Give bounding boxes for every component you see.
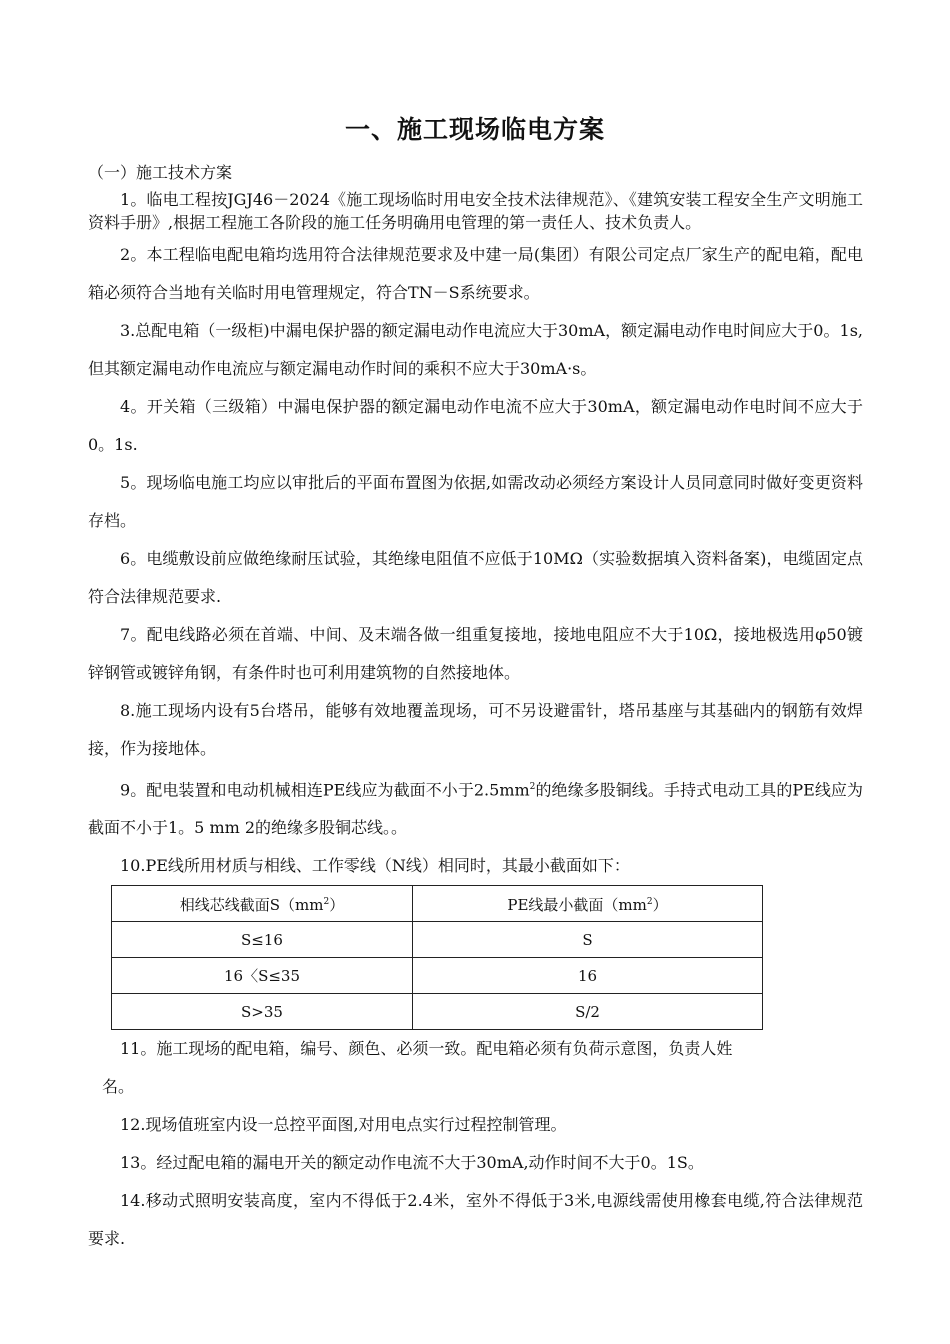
paragraph-5: 5。现场临电施工均应以审批后的平面布置图为依据,如需改动必须经方案设计人员同意同时做好变更资料存档。 [88, 473, 863, 530]
paragraph-8: 8.施工现场内设有5台塔吊，能够有效地覆盖现场，可不另设避雷针，塔吊基座与其基础内的钢筋有效焊接，作为接地体。 [88, 701, 863, 758]
table-cell: 16 [413, 958, 763, 994]
table-cell: S≤16 [112, 922, 413, 958]
table-header-cell: 相线芯线截面$S(mm^2)$ [112, 886, 413, 922]
superscript: 2 [529, 782, 536, 792]
paragraph-14: 14.移动式照明安装高度，室内不得低于2.4米，室外不得低于3米,电源线需使用橡套电缆,符合法律规范要求. [88, 1191, 863, 1249]
paragraph-2: 2。本工程临电配电箱均选用符合法律规范要求及中建一局(集团）有限公司定点厂家生产的配电箱，配电箱必须符合当地有关临时用电管理规定，符合TN－S系统要求。 [88, 245, 863, 302]
paragraph-6: 6。电缆敷设前应做绝缘耐压试验，其绝缘电阻值不应低于10MΩ（实验数据填入资料备案)，电缆固定点符合法律规范要求. [88, 549, 863, 606]
pe-section-table [111, 885, 763, 1030]
paragraph-9 [88, 768, 863, 847]
document-body [88, 188, 863, 1258]
table-header-cell: PE线最小截面$(mm^2)$ [413, 886, 763, 922]
paragraph-9-part-a: 9。配电装置和电动机械相连PE线应为截面不小于2.5mm [120, 780, 530, 800]
paragraph-12: 12.现场值班室内设一总控平面图,对用电点实行过程控制管理。 [120, 1115, 567, 1135]
page-title: 一、施工现场临电方案 [344, 115, 605, 144]
paragraph-1: 1。临电工程按JGJ46－2024《施工现场临时用电安全技术法律规范》、《建筑安装工程安全生产文明施工资料手册》,根据工程施工各阶段的施工任务明确用电管理的第一责任人、技术负责人。 [88, 190, 863, 232]
table-cell: S>35 [112, 994, 413, 1030]
table-cell: S [413, 922, 763, 958]
table-cell: 16〈S≤35 [112, 958, 413, 994]
table-row [112, 922, 763, 958]
paragraph-11: 11。施工现场的配电箱，编号、颜色、必须一致。配电箱必须有负荷示意图，负责人姓 名。 [102, 1039, 733, 1097]
paragraph-7: 7。配电线路必须在首端、中间、及末端各做一组重复接地，接地电阻应不大于10Ω，接地极选用φ50镀锌钢管或镀锌角钢，有条件时也可利用建筑物的自然接地体。 [88, 625, 863, 682]
paragraph-9-part-b: 的绝缘多股铜线。手持式电动工具的PE线应为截面不小于1。5 mm 2的绝缘多股铜芯线。。 [88, 780, 863, 838]
paragraph-4: 4。开关箱（三级箱）中漏电保护器的额定漏电动作电流不应大于30mA，额定漏电动作电时间不应大于0。1s. [88, 397, 863, 454]
paragraph-13: 13。经过配电箱的漏电开关的额定动作电流不大于30mA,动作时间不大于0。1S。 [120, 1153, 704, 1173]
paragraph-10: 10.PE线所用材质与相线、工作零线（N线）相同时，其最小截面如下： [120, 856, 630, 876]
table-header-row [112, 886, 763, 922]
paragraph-3: 3.总配电箱（一级柜)中漏电保护器的额定漏电动作电流应大于30mA，额定漏电动作电时间应大于0。1s,但其额定漏电动作电流应与额定漏电动作时间的乘积不应大于30mA·s。 [88, 321, 863, 378]
table-cell: S/2 [413, 994, 763, 1030]
section-heading: （一）施工技术方案 [88, 163, 233, 182]
table-row [112, 958, 763, 994]
table-row [112, 994, 763, 1030]
